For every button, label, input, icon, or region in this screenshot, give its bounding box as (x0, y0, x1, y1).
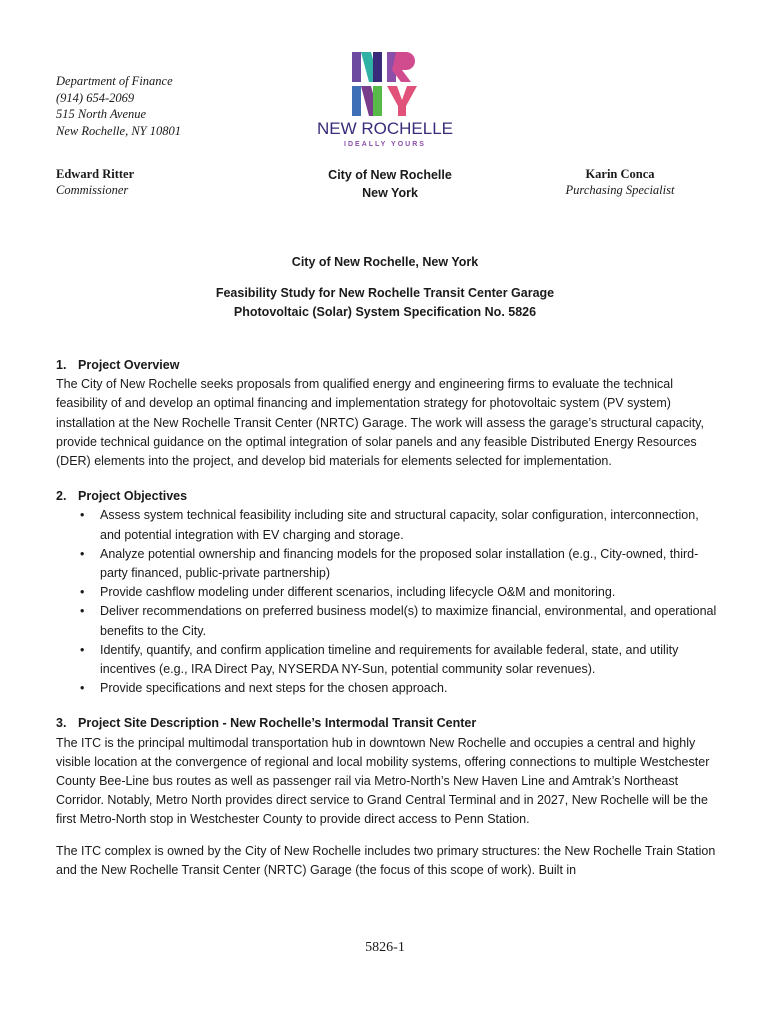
list-item: • Provide specifications and next steps for the chosen approach. (80, 679, 720, 698)
section-title: Project Overview (78, 358, 180, 372)
section-heading-site (56, 714, 720, 733)
department-name: Department of Finance (56, 74, 173, 88)
city-name-line1: City of New Rochelle (328, 168, 452, 182)
list-item: • Provide cashflow modeling under different scenarios, including lifecycle O&M and monitoring. (80, 583, 720, 602)
commissioner-block (56, 166, 134, 198)
purchasing-title: Purchasing Specialist (565, 183, 675, 197)
section-heading-overview (56, 356, 720, 375)
list-item: • Assess system technical feasibility including site and structural capacity, solar configuration, interconnection, and potential integration with EV charging and storage. (80, 506, 720, 544)
purchasing-name: Karin Conca (585, 167, 655, 181)
overview-paragraph: The City of New Rochelle seeks proposals from qualified energy and engineering firms to evaluate the technical feasibility of and develop an optimal financing and implementation strategy for photovoltaic system (PV system) installation at the New Rochelle Transit Center (NRTC) Garage. The work will assess the garage’s structural capacity, provide technical guidance on the optimal integration of solar panels and any feasible Distributed Energy Resources (DER) elements into the project, and develop bid materials for elements selected for implementation. (56, 377, 704, 469)
site-paragraph-1: The ITC is the principal multimodal transportation hub in downtown New Rochelle and occupies a central and highly visible location at the convergence of regional and local mobility systems, offering connections to multiple Westchester County Bee-Line bus routes as well as passenger rail via Metro-North’s New Haven Line and Amtrak’s Northeast Corridor. Notably, Metro North provides direct service to Grand Central Terminal and in 2027, New Rochelle will be the first Metro-North stop in Westchester County to provide direct access to Penn Station. (56, 735, 710, 827)
section-title: Project Site Description - New Rochelle’s Intermodal Transit Center (78, 716, 477, 731)
department-address-block (56, 73, 181, 139)
department-city: New Rochelle, NY 10801 (56, 123, 181, 138)
list-item: • Analyze potential ownership and financing models for the proposed solar installation (e.g., City-owned, third-party financed, public-private partnership) (80, 545, 720, 583)
section-number: 1. (56, 358, 67, 372)
new-rochelle-logo (315, 50, 455, 150)
title-specification: Photovoltaic (Solar) System Specification No. 5826 (233, 305, 537, 319)
department-phone: (914) 654-2069 (56, 90, 135, 105)
title-study: Feasibility Study for New Rochelle Transit Center Garage (215, 286, 555, 300)
site-paragraph-2: The ITC complex is owned by the City of New Rochelle includes two primary structures: the New Rochelle Train Station and the New Rochelle Transit Center (NRTC) Garage (the focus of this scope of work). Built in (56, 843, 716, 877)
document-body (56, 356, 720, 880)
section-heading-objectives (56, 487, 720, 506)
section-title: Project Objectives (78, 489, 188, 504)
title-city: City of New Rochelle, New York (291, 255, 479, 269)
department-street: 515 North Avenue (56, 107, 147, 121)
logo-letter-blocks (352, 52, 417, 116)
section-number: 3. (56, 716, 67, 731)
page-number: 5826-1 (365, 940, 405, 955)
logo-tagline: IDEALLY YOURS (344, 141, 426, 148)
city-name-block (300, 166, 480, 202)
section-number: 2. (56, 489, 67, 504)
purchasing-block (520, 166, 720, 198)
document-titles (56, 253, 714, 322)
commissioner-title: Commissioner (56, 183, 129, 197)
city-name-line2: New York (362, 186, 418, 200)
commissioner-name: Edward Ritter (56, 167, 135, 181)
list-item: • Identify, quantify, and confirm application timeline and requirements for available federal, state, and utility incentives (e.g., IRA Direct Pay, NYSERDA NY-Sun, potential community solar revenues). (80, 641, 720, 679)
objectives-list (56, 506, 720, 698)
list-item: • Deliver recommendations on preferred business model(s) to maximize financial, environmental, and operational benefits to the City. (80, 602, 720, 640)
logo-wordmark: NEW ROCHELLE (316, 119, 454, 138)
